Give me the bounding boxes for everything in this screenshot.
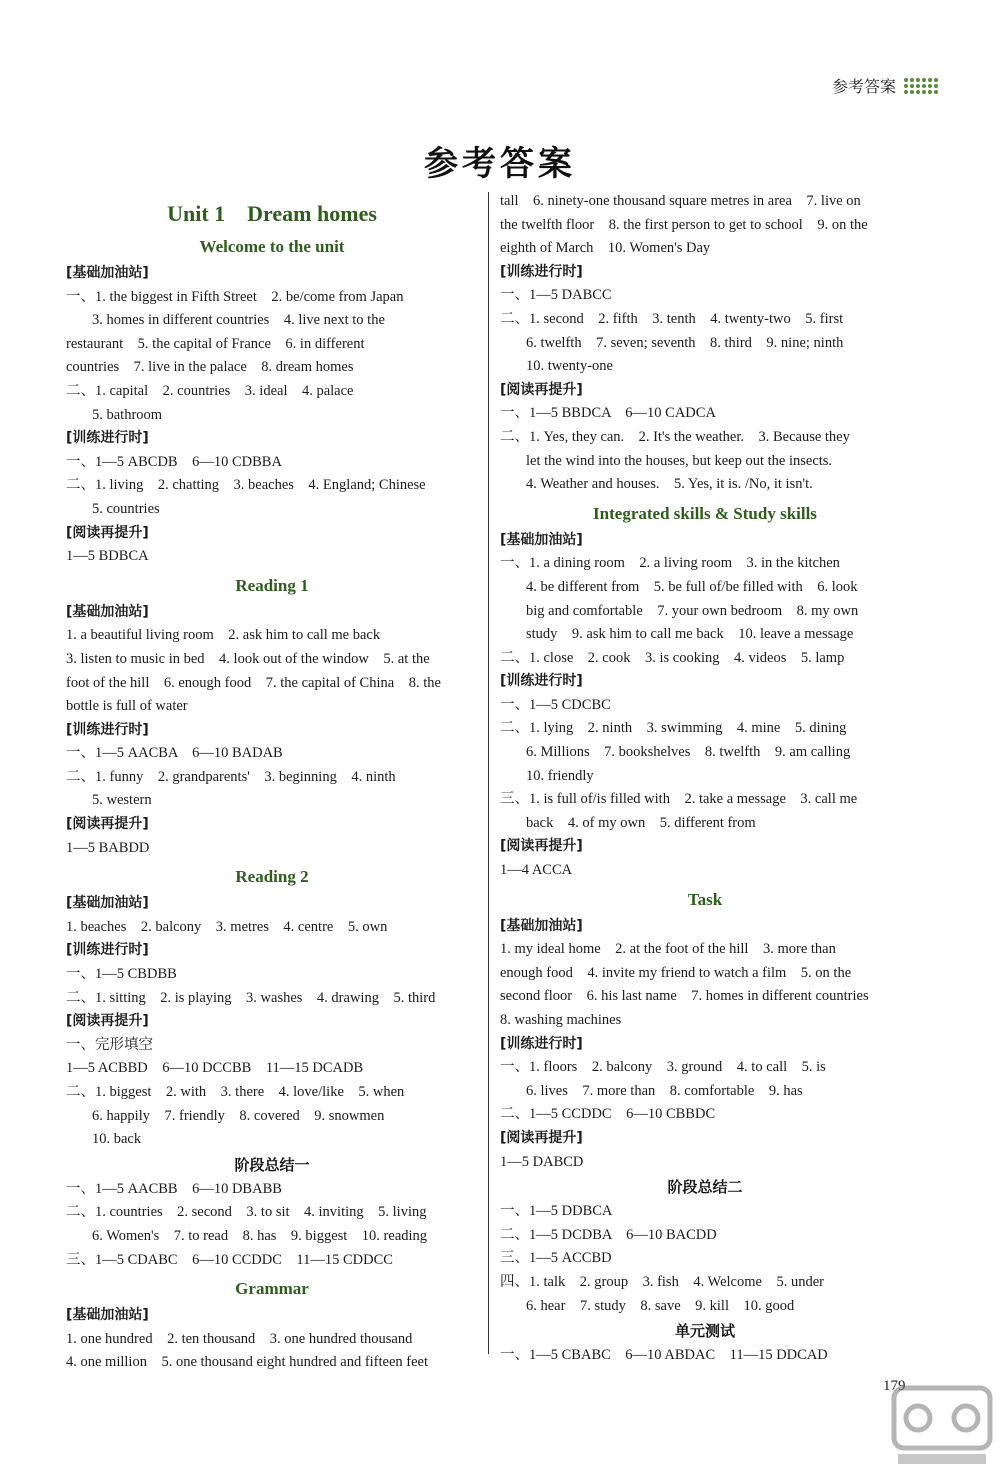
page-title: 参考答案 (424, 144, 576, 184)
answer-line: 一、1. floors 2. balcony 3. ground 4. to call 5. is (500, 1059, 826, 1076)
answer-line: 一、1—5 AACBA 6—10 BADAB (66, 745, 283, 762)
answer-line: 一、1—5 CDCBC (500, 696, 611, 713)
answer-line: 6. Women's 7. to read 8. has 9. biggest 10. reading (92, 1227, 428, 1244)
answer-line: 3. homes in different countries 4. live next to the (92, 312, 385, 329)
answer-line: eighth of March 10. Women's Day (500, 240, 711, 257)
answer-line: 6. twelfth 7. seven; seventh 8. third 9. nine; ninth (526, 334, 844, 351)
answer-line: 一、1. a dining room 2. a living room 3. in the kitchen (500, 555, 840, 572)
answer-line: countries 7. live in the palace 8. dream homes (66, 359, 354, 376)
answer-line: 二、1. capital 2. countries 3. ideal 4. palace (66, 382, 354, 399)
answer-line: 三、1—5 ACCBD (500, 1250, 612, 1267)
answer-line: 1. one hundred 2. ten thousand 3. one hundred thousand (66, 1330, 413, 1347)
answer-line: 三、1—5 CDABC 6—10 CCDDC 11—15 CDDCC (66, 1251, 393, 1268)
answer-line: back 4. of my own 5. different from (526, 814, 756, 831)
answer-line: 10. twenty-one (526, 358, 613, 375)
answer-line: 二、1. second 2. fifth 3. tenth 4. twenty-two 5. first (500, 310, 844, 327)
exercise-tag: [阅读再提升] (66, 1013, 149, 1030)
answer-line: 1. my ideal home 2. at the foot of the hill 3. more than (500, 941, 836, 958)
section-heading: Reading 1 (235, 575, 309, 595)
header-label: 参考答案 (831, 77, 896, 96)
column-divider (488, 192, 489, 1354)
exercise-tag: [训练进行时] (66, 430, 149, 447)
exercise-tag: [基础加油站] (500, 531, 583, 548)
answer-line: 6. lives 7. more than 8. comfortable 9. has (526, 1082, 803, 1099)
unit-title: Unit 1 Dream homes (167, 201, 377, 226)
section-heading: 阶段总结一 (234, 1155, 310, 1174)
answer-line: 二、1—5 DCDBA 6—10 BACDD (500, 1226, 717, 1243)
exercise-tag: [训练进行时] (500, 673, 583, 690)
answer-line: 5. bathroom (92, 406, 163, 423)
answer-line: 一、1—5 DABCC (500, 287, 612, 304)
exercise-tag: [训练进行时] (500, 263, 583, 280)
answer-line: restaurant 5. the capital of France 6. in different (66, 335, 365, 352)
answer-line: bottle is full of water (66, 698, 188, 715)
answer-line: 3. listen to music in bed 4. look out of the window 5. at the (66, 650, 430, 667)
answer-line: 1. beaches 2. balcony 3. metres 4. centre 5. own (66, 918, 388, 935)
answer-line: the twelfth floor 8. the first person to get to school 9. on the (500, 216, 868, 233)
answer-line: study 9. ask him to call me back 10. leave a message (526, 626, 854, 643)
exercise-tag: [基础加油站] (66, 1307, 149, 1324)
dot-grid-icon (904, 78, 938, 94)
answer-line: 1—5 BABDD (66, 839, 150, 856)
answer-line: 一、1—5 AACBB 6—10 DBABB (66, 1180, 282, 1197)
answer-line: 4. Weather and houses. 5. Yes, it is. /No, it isn't. (526, 476, 813, 493)
answer-line: second floor 6. his last name 7. homes in different countries (500, 988, 869, 1005)
exercise-tag: [阅读再提升] (500, 838, 583, 855)
answer-line: 1—4 ACCA (500, 862, 573, 879)
answer-line: 一、1—5 CBABC 6—10 ABDAC 11—15 DDCAD (500, 1347, 828, 1364)
answer-line: 1. a beautiful living room 2. ask him to call me back (66, 627, 381, 644)
answer-line: 四、1. talk 2. group 3. fish 4. Welcome 5. under (500, 1273, 824, 1290)
answer-line: 二、1. lying 2. ninth 3. swimming 4. mine 5. dining (500, 720, 847, 737)
answer-line: 5. western (92, 792, 152, 809)
exercise-tag: [基础加油站] (500, 917, 583, 934)
answer-line: 三、1. is full of/is filled with 2. take a message 3. call me (500, 791, 858, 808)
exercise-tag: [阅读再提升] (66, 816, 149, 833)
answer-line: 6. hear 7. study 8. save 9. kill 10. good (526, 1297, 795, 1314)
answer-line: 二、1. funny 2. grandparents' 3. beginning 4. ninth (66, 768, 396, 785)
right-column (500, 190, 910, 1368)
answer-line: foot of the hill 6. enough food 7. the capital of China 8. the (66, 674, 441, 691)
answer-line: 一、1—5 CBDBB (66, 966, 177, 983)
answer-line: 一、完形填空 (66, 1036, 153, 1053)
answer-line: 10. friendly (526, 767, 594, 784)
answer-line: 8. washing machines (500, 1012, 622, 1028)
answer-line: let the wind into the houses, but keep out the insects. (526, 452, 833, 469)
answer-line: enough food 4. invite my friend to watch a film 5. on the (500, 964, 852, 981)
answer-line: 4. one million 5. one thousand eight hundred and fifteen feet (66, 1354, 429, 1371)
answer-line: 二、1. Yes, they can. 2. It's the weather. 3. Because they (500, 428, 850, 445)
page-number: 179 (883, 1378, 906, 1394)
section-heading: Task (687, 889, 723, 909)
answer-line: 1—5 DABCD (500, 1153, 584, 1170)
answer-line: 二、1. countries 2. second 3. to sit 4. inviting 5. living (66, 1204, 427, 1221)
answer-line: 一、1—5 BBDCA 6—10 CADCA (500, 405, 716, 422)
answer-line: tall 6. ninety-one thousand square metres in area 7. live on (500, 193, 861, 209)
exercise-tag: [基础加油站] (66, 265, 149, 281)
answer-line: 1—5 ACBBD 6—10 DCCBB 11—15 DCADB (66, 1060, 364, 1077)
exercise-tag: [训练进行时] (66, 942, 149, 959)
answer-line: 一、1—5 ABCDB 6—10 CDBBA (66, 453, 282, 470)
exercise-tag: [基础加油站] (66, 603, 149, 620)
section-heading: Integrated skills & Study skills (593, 503, 817, 523)
answer-line: 一、1. the biggest in Fifth Street 2. be/come from Japan (66, 288, 404, 305)
answer-line: big and comfortable 7. your own bedroom 8. my own (526, 602, 859, 619)
answer-line: 二、1. close 2. cook 3. is cooking 4. videos 5. lamp (500, 649, 845, 666)
answer-line: 5. countries (92, 500, 160, 517)
answer-line: 二、1. living 2. chatting 3. beaches 4. England; Chinese (66, 477, 426, 494)
answer-line: 6. Millions 7. bookshelves 8. twelfth 9. am calling (526, 744, 851, 761)
left-column (66, 190, 478, 1375)
exercise-tag: [阅读再提升] (500, 1129, 583, 1146)
answer-line: 1—5 BDBCA (66, 548, 149, 565)
answer-line: 10. back (92, 1131, 142, 1148)
section-heading: 单元测试 (674, 1322, 735, 1341)
answer-line: 二、1. biggest 2. with 3. there 4. love/like 5. when (66, 1084, 405, 1100)
exercise-tag: [训练进行时] (500, 1035, 583, 1052)
exercise-tag: [阅读再提升] (500, 381, 583, 398)
section-heading: 阶段总结二 (667, 1178, 743, 1197)
answer-line: 二、1. sitting 2. is playing 3. washes 4. drawing 5. third (66, 989, 436, 1006)
page-header (832, 74, 938, 97)
answer-line: 6. happily 7. friendly 8. covered 9. snowmen (92, 1107, 385, 1124)
answer-line: 4. be different from 5. be full of/be filled with 6. look (526, 578, 858, 595)
watermark-stamp-icon (888, 1382, 996, 1468)
section-heading: Grammar (235, 1279, 309, 1299)
section-heading: Welcome to the unit (199, 237, 345, 256)
section-heading: Reading 2 (235, 867, 309, 887)
answer-line: 一、1—5 DDBCA (500, 1203, 613, 1220)
exercise-tag: [训练进行时] (66, 721, 149, 738)
answer-line: 二、1—5 CCDDC 6—10 CBBDC (500, 1106, 716, 1123)
exercise-tag: [阅读再提升] (66, 524, 149, 541)
exercise-tag: [基础加油站] (66, 895, 149, 912)
